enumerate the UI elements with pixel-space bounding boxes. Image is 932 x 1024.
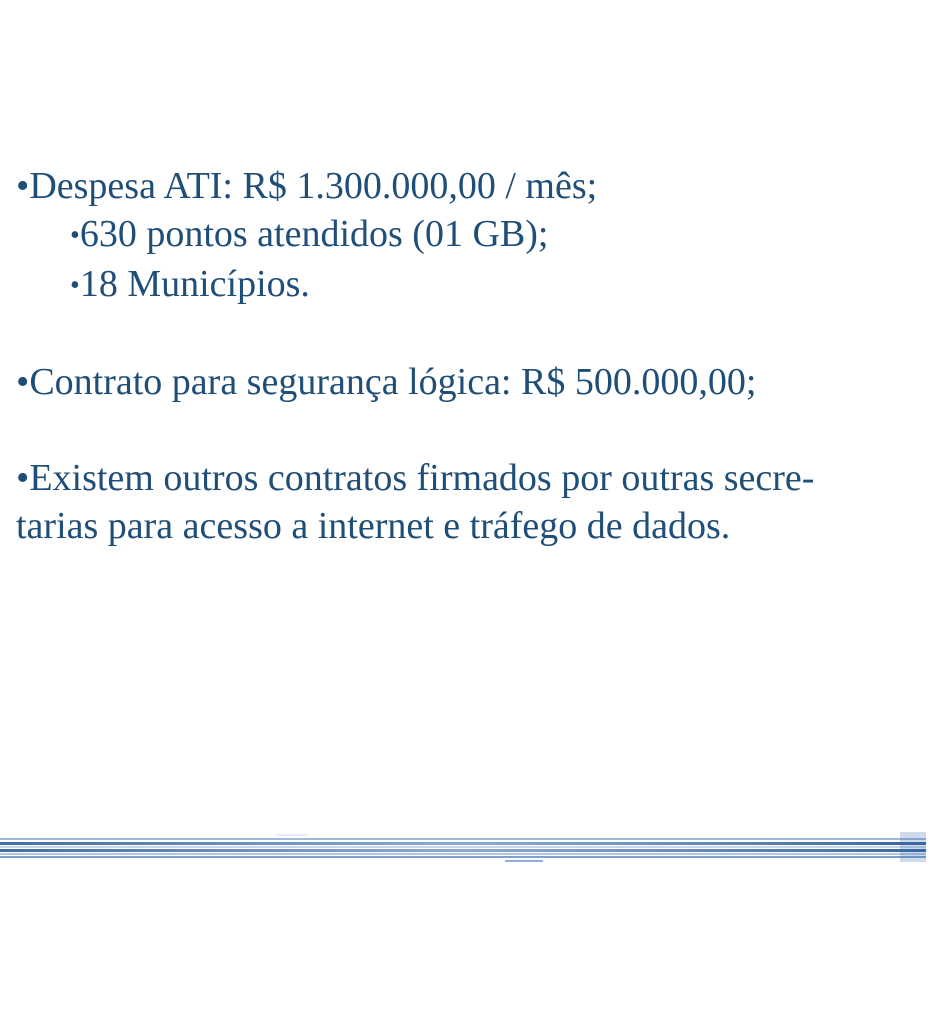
bullet-dot: • (16, 457, 30, 499)
spacer (16, 310, 916, 358)
sub-bullet-dot: • (70, 220, 80, 251)
bullet-item-contrato (16, 358, 916, 406)
bullet-text-despesa: Despesa ATI: R$ 1.300.000,00 / mês; (29, 165, 598, 207)
bullet-dot: • (16, 165, 30, 207)
sub-bullet-text-pontos: 630 pontos atendidos (01 GB); (79, 213, 549, 255)
sub-bullet-item-municipios (16, 260, 916, 310)
sub-bullet-text-municipios: 18 Municípios. (79, 263, 310, 305)
bullet-item-despesa (16, 162, 916, 210)
bullet-text-existem-line1: Existem outros contratos firmados por outras secre- (29, 457, 815, 499)
footer-decorative-bar (0, 832, 926, 866)
bullet-text-contrato: Contrato para segurança lógica: R$ 500.000,00; (29, 361, 757, 403)
bullet-item-existem (16, 454, 916, 502)
bullet-item-existem-continuation (16, 502, 916, 550)
bullet-text-existem-line2: tarias para acesso a internet e tráfego de dados. (16, 505, 731, 547)
bullet-dot: • (16, 361, 30, 403)
sub-bullet-item-pontos (16, 210, 916, 260)
footer-stripes-graphic (0, 832, 926, 866)
spacer (16, 406, 916, 454)
sub-bullet-dot: • (70, 270, 80, 301)
slide-content (16, 162, 916, 550)
